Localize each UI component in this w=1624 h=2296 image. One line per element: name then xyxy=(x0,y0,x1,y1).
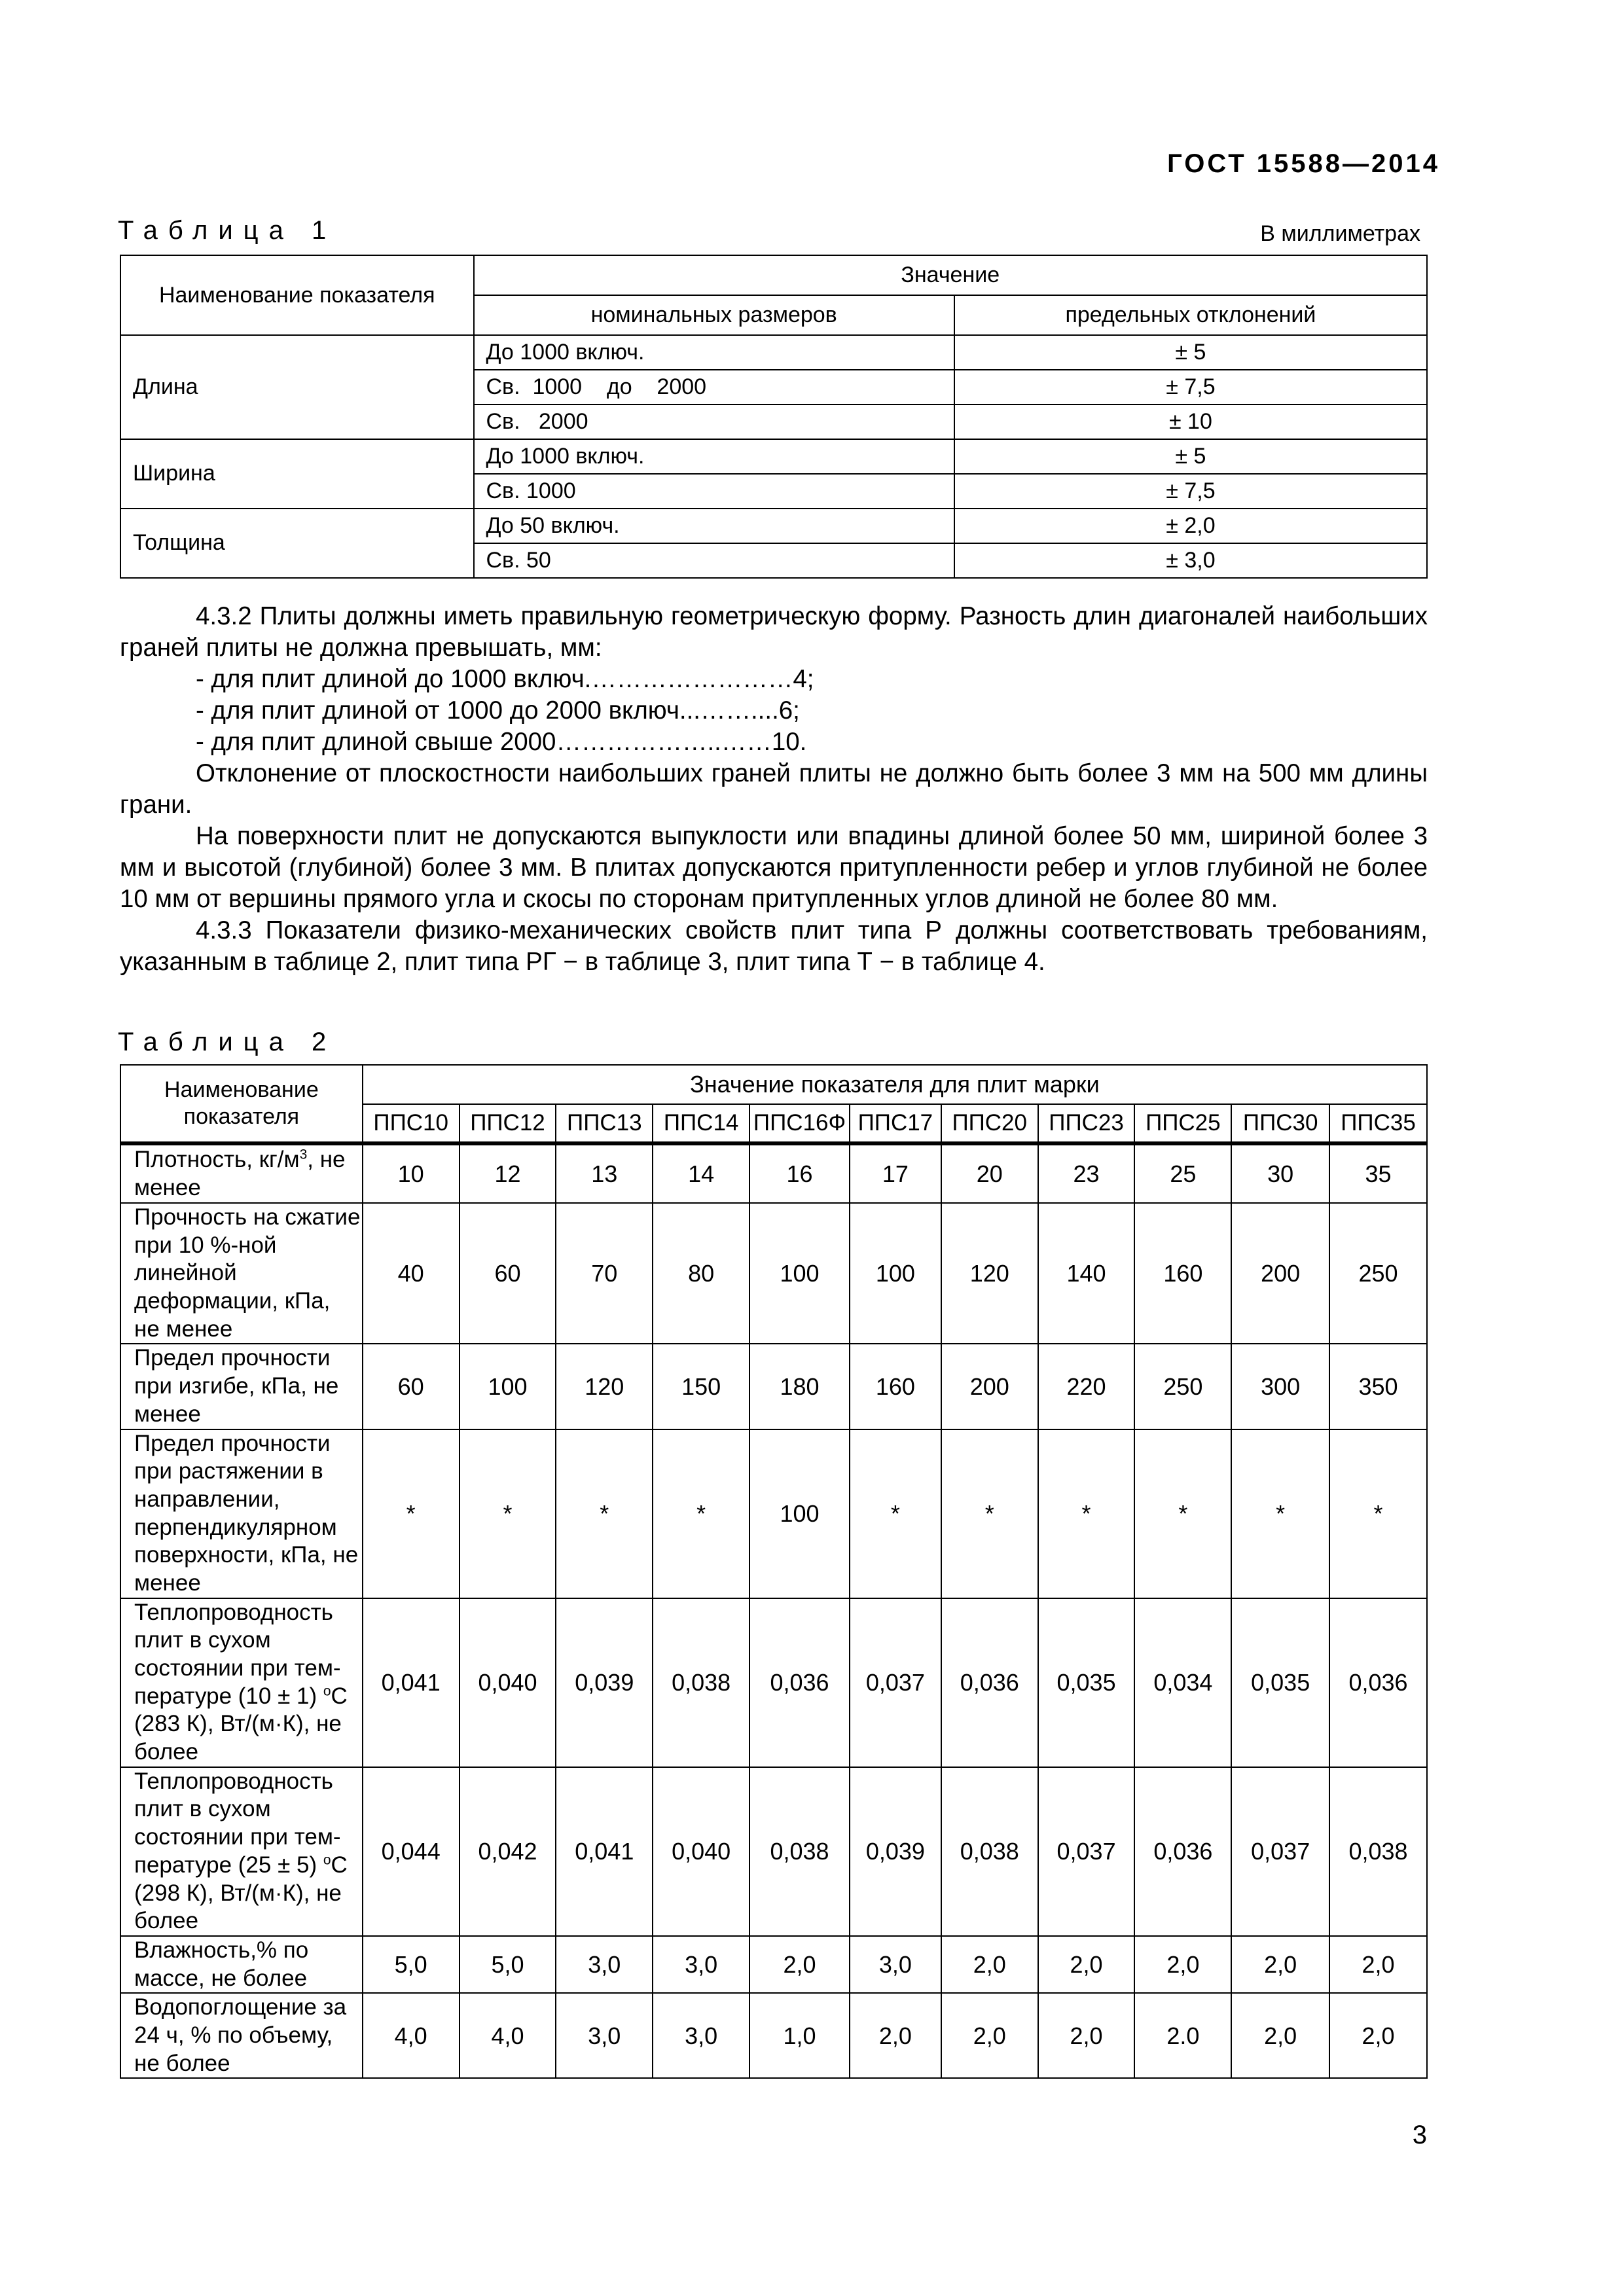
list-item: - для плит длиной до 1000 включ.……………………4; xyxy=(196,665,814,693)
table1-deviation-cell: ± 7,5 xyxy=(954,474,1427,509)
table2-value-cell: 0,038 xyxy=(653,1598,749,1767)
table2-value-cell: 60 xyxy=(460,1203,556,1344)
table2-value-cell: 0,037 xyxy=(850,1598,941,1767)
table2-value-cell: 0,038 xyxy=(941,1767,1038,1936)
table1-nominal-cell: Св. 50 xyxy=(474,543,954,578)
table2-value-cell: 23 xyxy=(1038,1143,1135,1203)
table1 xyxy=(120,255,1428,579)
table2-row-name xyxy=(120,1767,363,1936)
table1-nominal-cell: До 50 включ. xyxy=(474,509,954,543)
table2-value-cell: 0,038 xyxy=(1329,1767,1427,1936)
table2-value-cell: 35 xyxy=(1329,1143,1427,1203)
table2-value-cell: * xyxy=(556,1429,653,1598)
table1-deviation-cell: ± 5 xyxy=(954,439,1427,474)
row-name-text: С (298 К), Вт/(м·К), не более xyxy=(134,1852,348,1934)
table1-header-name: Наименование показателя xyxy=(120,255,474,335)
row-name-superscript: о xyxy=(323,1683,331,1699)
table1-nominal-cell: Св. 2000 xyxy=(474,404,954,439)
table1-nominal-cell: Св. 1000 до 2000 xyxy=(474,370,954,404)
table2-value-cell: 14 xyxy=(653,1143,749,1203)
table1-unit-note: В миллиметрах xyxy=(1260,221,1420,246)
table2-value-cell: 0,034 xyxy=(1134,1598,1231,1767)
table2-value-cell: 3,0 xyxy=(653,1993,749,2078)
list-item: - для плит длиной от 1000 до 2000 включ...……....6; xyxy=(196,696,800,725)
table2-value-cell: 2,0 xyxy=(1231,1936,1329,1993)
table2-grade-header: ППС23 xyxy=(1038,1104,1135,1143)
table2-value-cell: 0,041 xyxy=(556,1767,653,1936)
row-name-text: Теплопроводность плит в сухом состоянии при тем-пературе (10 ± 1) xyxy=(134,1599,341,1709)
list-item: - для плит длиной свыше 2000………………..……10. xyxy=(196,728,807,756)
table2-value-cell: 0,037 xyxy=(1038,1767,1135,1936)
table2-value-cell: * xyxy=(1329,1429,1427,1598)
table2-value-cell: * xyxy=(363,1429,460,1598)
table2-grade-header: ППС14 xyxy=(653,1104,749,1143)
table2-value-cell: 17 xyxy=(850,1143,941,1203)
table2-value-cell: * xyxy=(460,1429,556,1598)
table2-value-cell: 0,035 xyxy=(1231,1598,1329,1767)
table2-value-cell: 12 xyxy=(460,1143,556,1203)
table2-grade-header: ППС12 xyxy=(460,1104,556,1143)
table2-value-cell: 3,0 xyxy=(653,1936,749,1993)
table1-header-deviation: предельных отклонений xyxy=(954,295,1427,335)
table2-value-cell: 80 xyxy=(653,1203,749,1344)
table2-value-cell: * xyxy=(941,1429,1038,1598)
table1-group-name: Ширина xyxy=(120,439,474,509)
table2-value-cell: 100 xyxy=(749,1203,850,1344)
row-name-text: Теплопроводность плит в сухом состоянии при тем-пературе (25 ± 5) xyxy=(134,1768,341,1878)
table2-grade-header: ППС30 xyxy=(1231,1104,1329,1143)
table2-value-cell: 2,0 xyxy=(1038,1993,1135,2078)
paragraph-4-3-3: 4.3.3 Показатели физико-механических свойств плит типа Р должны соответствовать требованиям, указанным в таблице 2, плит типа РГ − в таблице 3, плит типа Т − в таблице 4. xyxy=(120,916,1428,976)
row-name-text: С (283 К), Вт/(м·К), не более xyxy=(134,1683,348,1765)
table2-value-cell: 0,041 xyxy=(363,1598,460,1767)
table2-value-cell: 2,0 xyxy=(850,1993,941,2078)
table2-value-cell: 0,036 xyxy=(941,1598,1038,1767)
table2-value-cell: 2,0 xyxy=(1038,1936,1135,1993)
table2-value-cell: 100 xyxy=(460,1344,556,1429)
table2-value-cell: 2,0 xyxy=(1231,1993,1329,2078)
table2-value-cell: 0,035 xyxy=(1038,1598,1135,1767)
table2-value-cell: 3,0 xyxy=(556,1936,653,1993)
row-name-superscript: о xyxy=(323,1852,331,1868)
table2-value-cell: 3,0 xyxy=(556,1993,653,2078)
table1-deviation-cell: ± 10 xyxy=(954,404,1427,439)
table2-grade-header: ППС25 xyxy=(1134,1104,1231,1143)
table2-value-cell: 30 xyxy=(1231,1143,1329,1203)
table2-value-cell: 0,038 xyxy=(749,1767,850,1936)
table2-value-cell: 300 xyxy=(1231,1344,1329,1429)
table2-value-cell: 2.0 xyxy=(1134,1993,1231,2078)
table1-group-name: Длина xyxy=(120,335,474,439)
table-row xyxy=(120,1993,1427,2078)
table2-grade-header: ППС17 xyxy=(850,1104,941,1143)
table1-deviation-cell: ± 2,0 xyxy=(954,509,1427,543)
table2-row-name xyxy=(120,1598,363,1767)
table1-nominal-cell: Св. 1000 xyxy=(474,474,954,509)
table2-value-cell: 250 xyxy=(1134,1344,1231,1429)
table2-caption: Таблица 2 xyxy=(118,1028,337,1056)
table2-value-cell: 10 xyxy=(363,1143,460,1203)
table2-row-name: Влажность,% по массе, не более xyxy=(120,1936,363,1993)
page-number: 3 xyxy=(1412,2121,1427,2149)
table2-value-cell: 70 xyxy=(556,1203,653,1344)
table-row xyxy=(120,1598,1427,1767)
table1-deviation-cell: ± 7,5 xyxy=(954,370,1427,404)
table2-value-cell: 2,0 xyxy=(1134,1936,1231,1993)
table2-row-name: Водопоглощение за 24 ч, % по объему, не более xyxy=(120,1993,363,2078)
table-row xyxy=(120,1767,1427,1936)
row-name-text: , не менее xyxy=(134,1146,346,1200)
table2-value-cell: 0,036 xyxy=(749,1598,850,1767)
table2-value-cell: 20 xyxy=(941,1143,1038,1203)
table2-value-cell: 0,037 xyxy=(1231,1767,1329,1936)
table1-caption: Таблица 1 xyxy=(118,216,337,245)
table2-value-cell: 16 xyxy=(749,1143,850,1203)
table2 xyxy=(120,1064,1428,2079)
table2-value-cell: 100 xyxy=(850,1203,941,1344)
table2-value-cell: 0,040 xyxy=(460,1598,556,1767)
table2-value-cell: 200 xyxy=(1231,1203,1329,1344)
table1-nominal-cell: До 1000 включ. xyxy=(474,335,954,370)
table1-deviation-cell: ± 3,0 xyxy=(954,543,1427,578)
table2-value-cell: 0,039 xyxy=(850,1767,941,1936)
table2-row-name: Прочность на сжатие при 10 %-ной линейной деформации, кПа, не менее xyxy=(120,1203,363,1344)
table2-value-cell: 1,0 xyxy=(749,1993,850,2078)
table2-value-cell: 0,042 xyxy=(460,1767,556,1936)
table2-header-name: Наименование показателя xyxy=(120,1065,363,1143)
table2-value-cell: 2,0 xyxy=(1329,1936,1427,1993)
table1-header-value: Значение xyxy=(474,255,1428,295)
table2-grade-header: ППС35 xyxy=(1329,1104,1427,1143)
table2-value-cell: * xyxy=(1134,1429,1231,1598)
table2-value-cell: 5,0 xyxy=(363,1936,460,1993)
table2-value-cell: 0,040 xyxy=(653,1767,749,1936)
table2-grade-header: ППС16Ф xyxy=(749,1104,850,1143)
table2-value-cell: 0,039 xyxy=(556,1598,653,1767)
table2-value-cell: * xyxy=(653,1429,749,1598)
standard-number: ГОСТ 15588—2014 xyxy=(1167,149,1440,178)
table2-value-cell: 0,044 xyxy=(363,1767,460,1936)
table2-value-cell: 160 xyxy=(850,1344,941,1429)
table2-grade-header: ППС10 xyxy=(363,1104,460,1143)
table2-value-cell: 4,0 xyxy=(460,1993,556,2078)
table2-value-cell: 120 xyxy=(941,1203,1038,1344)
table2-row-name: Предел прочности при растяжении в направлении, перпендикулярном поверхности, кПа, не менее xyxy=(120,1429,363,1598)
table1-header-nominal: номинальных размеров xyxy=(474,295,954,335)
table2-value-cell: 140 xyxy=(1038,1203,1135,1344)
paragraph-4-3-2: 4.3.2 Плиты должны иметь правильную геометрическую форму. Разность длин диагоналей наибольших граней плиты не должна превышать, мм: xyxy=(120,602,1428,662)
table-row xyxy=(120,1936,1427,1993)
table1-deviation-cell: ± 5 xyxy=(954,335,1427,370)
table2-value-cell: 2,0 xyxy=(941,1993,1038,2078)
table2-value-cell: 5,0 xyxy=(460,1936,556,1993)
table2-value-cell: 2,0 xyxy=(1329,1993,1427,2078)
table2-value-cell: 2,0 xyxy=(941,1936,1038,1993)
table2-value-cell: 40 xyxy=(363,1203,460,1344)
table2-value-cell: 4,0 xyxy=(363,1993,460,2078)
paragraph-surface: На поверхности плит не допускаются выпуклости или впадины длиной более 50 мм, шириной более 3 мм и высотой (глубиной) более 3 мм. В плитах допускаются притупленности ребер и углов глубиной не более 10 мм от вершины прямого угла и скосы по сторонам притупленных углов длиной не более 80 мм. xyxy=(120,822,1428,913)
table2-value-cell: 3,0 xyxy=(850,1936,941,1993)
table2-value-cell: 25 xyxy=(1134,1143,1231,1203)
table1-group-name: Толщина xyxy=(120,509,474,578)
table2-row-name: Предел прочности при изгибе, кПа, не менее xyxy=(120,1344,363,1429)
table2-body xyxy=(120,1143,1427,2078)
table2-value-cell: 0,036 xyxy=(1329,1598,1427,1767)
table-row xyxy=(120,1143,1427,1203)
table2-value-cell: 200 xyxy=(941,1344,1038,1429)
table2-value-cell: 0,036 xyxy=(1134,1767,1231,1936)
table2-value-cell: 100 xyxy=(749,1429,850,1598)
table2-value-cell: 180 xyxy=(749,1344,850,1429)
table2-value-cell: 60 xyxy=(363,1344,460,1429)
table2-value-cell: * xyxy=(1231,1429,1329,1598)
table2-value-cell: 13 xyxy=(556,1143,653,1203)
row-name-text: Плотность, кг/м xyxy=(134,1146,300,1172)
table-row xyxy=(120,1203,1427,1344)
table1-nominal-cell: До 1000 включ. xyxy=(474,439,954,474)
table2-grade-header: ППС13 xyxy=(556,1104,653,1143)
table2-value-cell: * xyxy=(1038,1429,1135,1598)
body-text xyxy=(120,601,1428,978)
table-row xyxy=(120,1429,1427,1598)
table2-header-value: Значение показателя для плит марки xyxy=(363,1065,1427,1104)
paragraph-flatness: Отклонение от плоскостности наибольших граней плиты не должно быть более 3 мм на 500 мм длины грани. xyxy=(120,759,1428,819)
table2-row-name xyxy=(120,1143,363,1203)
table2-value-cell: 150 xyxy=(653,1344,749,1429)
table2-grade-header: ППС20 xyxy=(941,1104,1038,1143)
row-name-superscript: 3 xyxy=(299,1147,308,1162)
table-row xyxy=(120,1344,1427,1429)
table2-value-cell: * xyxy=(850,1429,941,1598)
table2-value-cell: 120 xyxy=(556,1344,653,1429)
table2-value-cell: 250 xyxy=(1329,1203,1427,1344)
table2-value-cell: 220 xyxy=(1038,1344,1135,1429)
table2-value-cell: 160 xyxy=(1134,1203,1231,1344)
table2-value-cell: 350 xyxy=(1329,1344,1427,1429)
table2-value-cell: 2,0 xyxy=(749,1936,850,1993)
